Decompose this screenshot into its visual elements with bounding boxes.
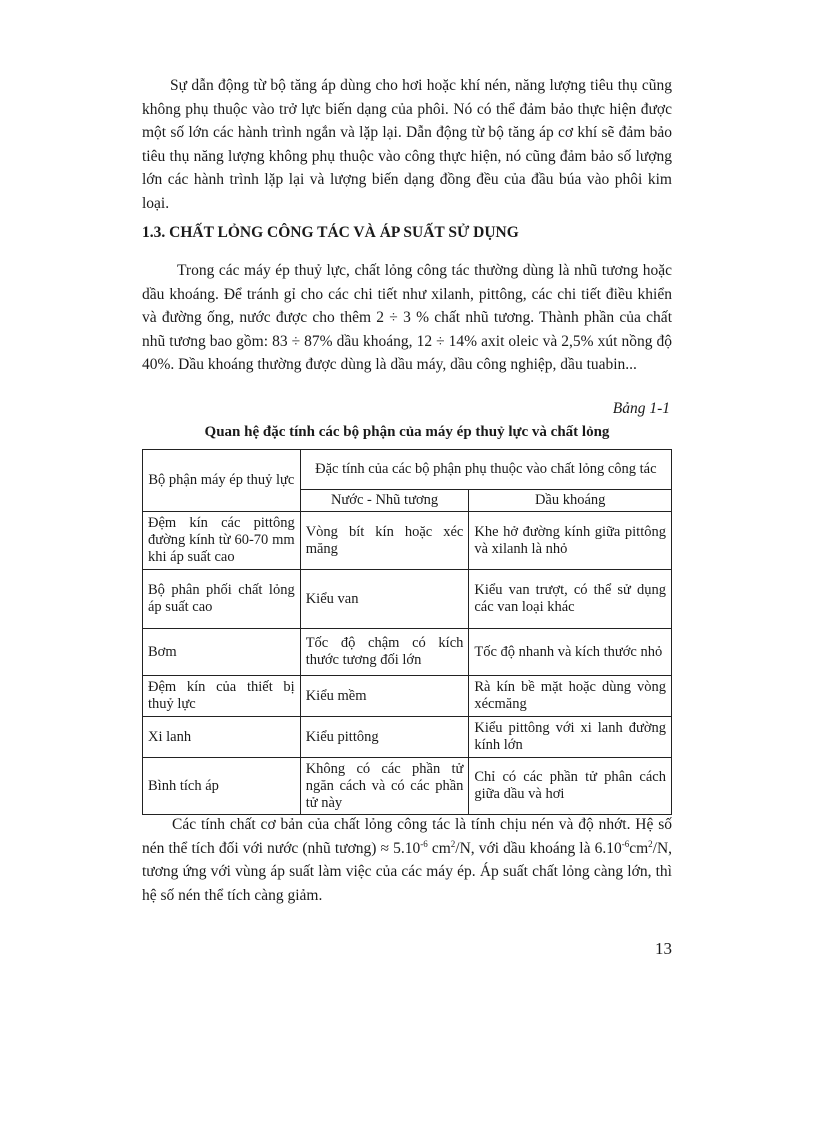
table-row [143,676,672,717]
cell-part: Bộ phân phối chất lỏng áp suất cao [143,570,301,629]
section-heading: 1.3. CHẤT LỎNG CÔNG TÁC VÀ ÁP SUẤT SỬ DỤNG [142,224,519,241]
properties-table [142,449,672,815]
cell-water: Vòng bít kín hoặc xéc măng [300,512,469,570]
table-row [143,629,672,676]
paragraph-working-fluid: Trong các máy ép thuỷ lực, chất lỏng công tác thường dùng là nhũ tương hoặc dầu khoáng. Để tránh gỉ cho các chi tiết như xilanh, pittông, các chi tiết điều khiển và đường ống, nước được cho thêm 2 ÷ 3 % chất nhũ tương. Thành phần của chất nhũ tương bao gồm: 83 ÷ 87% dầu khoáng, 12 ÷ 14% axit oleic và 2,5% xút nồng độ 40%. Dầu khoáng thường được dùng là dầu máy, dầu công nghiệp, dầu tuabin... [142,262,672,374]
cell-oil: Rà kín bề mặt hoặc dùng vòng xécmăng [469,676,672,717]
table-caption: Quan hệ đặc tính các bộ phận của máy ép thuỷ lực và chất lỏng [204,424,610,440]
cell-part: Đệm kín các pittông đường kính từ 60-70 mm khi áp suất cao [143,512,301,570]
cell-water: Tốc độ chậm có kích thước tương đối lớn [300,629,469,676]
cell-water: Không có các phần tử ngăn cách và có các phần tử này [300,758,469,815]
table-row [143,717,672,758]
page-number: 13 [655,939,672,958]
cell-oil: Tốc độ nhanh và kích thước nhỏ [469,629,672,676]
header-group: Đặc tính của các bộ phận phụ thuộc vào chất lỏng công tác [300,450,671,490]
table-row [143,512,672,570]
paragraph-compressibility: Các tính chất cơ bản của chất lỏng công tác là tính chịu nén và độ nhớt. Hệ số nén thể tích đối với nước (nhũ tương) ≈ $5.10^{-6}$ $cm^2/N$, với dầu khoáng là $6.10^{-6}cm^2/N$, tương ứng với vùng áp suất làm việc của các máy ép. Áp suất chất lỏng càng lớn, thì hệ số nén thể tích càng giảm. [142,816,673,904]
cell-water: Kiểu pittông [300,717,469,758]
header-oil: Dầu khoáng [469,490,672,512]
header-part: Bộ phận máy ép thuỷ lực [143,450,301,512]
cell-part: Bình tích áp [143,758,301,815]
cell-part: Xi lanh [143,717,301,758]
cell-part: Bơm [143,629,301,676]
cell-water: Kiểu mềm [300,676,469,717]
cell-oil: Chỉ có các phần tử phân cách giữa dầu và hơi [469,758,672,815]
cell-water: Kiểu van [300,570,469,629]
cell-part: Đệm kín của thiết bị thuỷ lực [143,676,301,717]
cell-oil: Khe hở đường kính giữa pittông và xilanh là nhỏ [469,512,672,570]
header-water: Nước - Nhũ tương [300,490,469,512]
paragraph-intro: Sự dẫn động từ bộ tăng áp dùng cho hơi hoặc khí nén, năng lượng tiêu thụ cũng không phụ thuộc vào trở lực biến dạng của phôi. Nó có thể đảm bảo thực hiện được một số lớn các hành trình ngắn và lặp lại. Dẫn động từ bộ tăng áp cơ khí sẽ đảm bảo tiêu thụ năng lượng không phụ thuộc vào công thực hiện, nó cũng đảm bảo số lượng lớn các hành trình lặp lại và lượng biến dạng đồng đều của đầu búa vào phôi kim loại. [142,77,672,212]
cell-oil: Kiểu van trượt, có thể sử dụng các van loại khác [469,570,672,629]
cell-oil: Kiểu pittông với xi lanh đường kính lớn [469,717,672,758]
table-number: Bảng 1-1 [612,400,670,417]
table-row [143,758,672,815]
table-row [143,570,672,629]
